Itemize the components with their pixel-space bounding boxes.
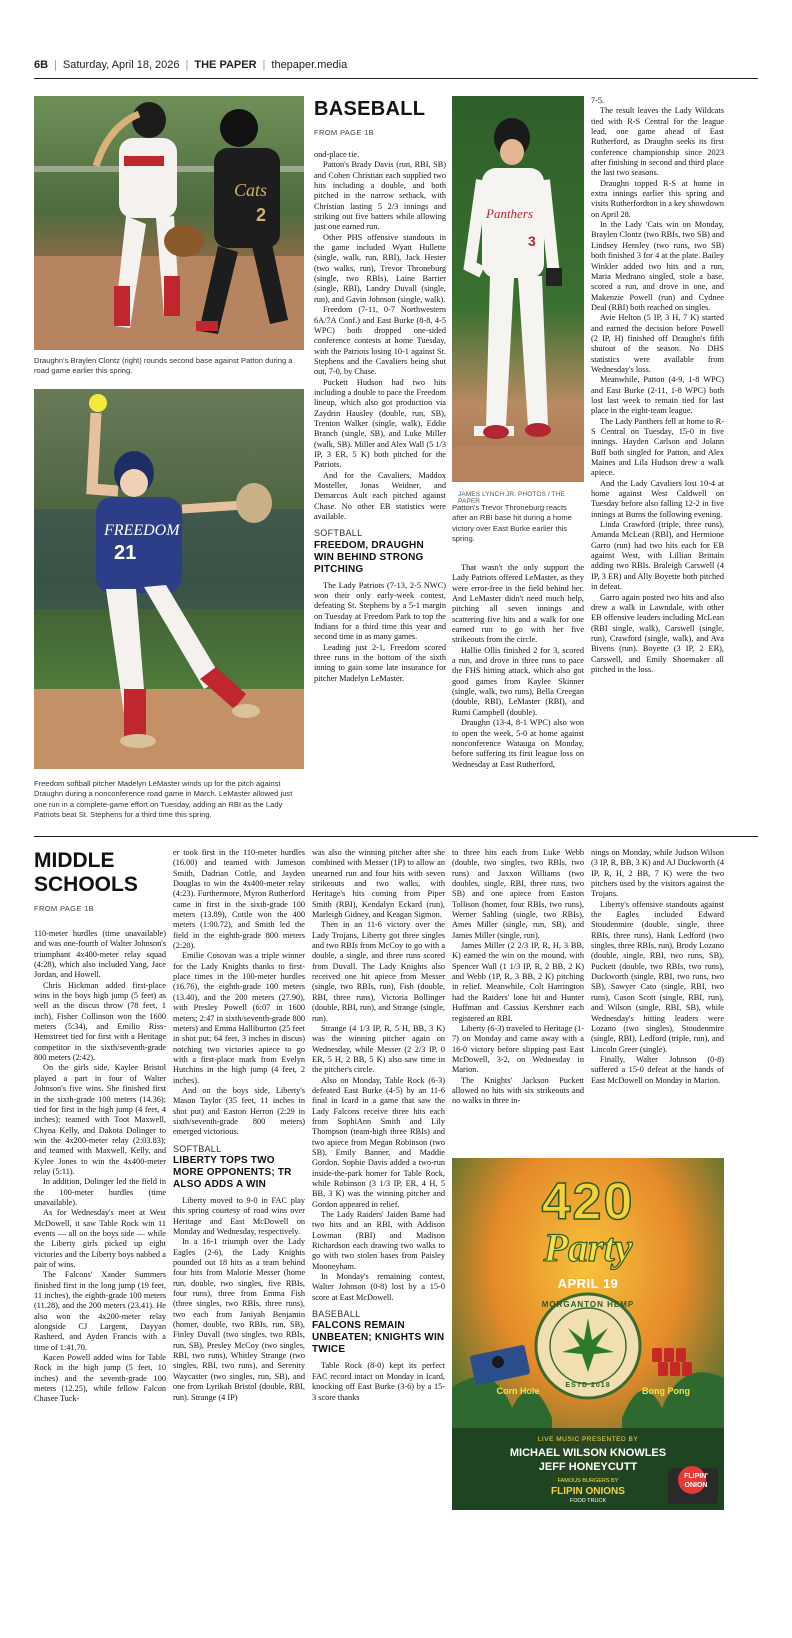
paragraph: The Falcons' Xander Summers finished first in the long jump (19 feet, 11 inches), the eighth-grade 100 meters (11.28), and the 200 meters (23.41). He also won the 4x200-meter relay alongside CJ Largent, Dayyan Rasheed, and Ayden Francis with a time of 1:41.70. bbox=[34, 1270, 166, 1352]
paragraph: That wasn't the only support the Lady Patriots offered LeMaster, as they were error-free in the field behind her. And LeMaster didn't need much help, pitching all seven innings and scattering five hits and a walk for one earned run to go with her five strikeouts from the circle. bbox=[452, 563, 584, 645]
softball-kicker: SOFTBALL bbox=[173, 1143, 222, 1154]
paragraph: Freedom (7-11, 0-7 Northwestern 6A/7A Conf.) and East Burke (8-8, 4-5 WPC) both dropped one-sided conference contests at home Tuesday, with the Patriots losing 10-1 against St. Stephens and the Cavaliers being shut out, 7-0, by Chase. bbox=[314, 305, 446, 377]
ad-truck-sub: FOOD TRUCK bbox=[569, 1498, 607, 1504]
ad-artist-1: MICHAEL WILSON KNOWLES bbox=[509, 1447, 667, 1459]
paragraph: Table Rock (8-0) kept its perfect FAC record intact on Monday in Icard, knocking off East Burke (3-6) by a 15-3 score thanks bbox=[312, 1361, 445, 1402]
ad-bong-pong: Bong Pong bbox=[642, 1386, 690, 1396]
paragraph: As for Wednesday's meet at West McDowell, it saw Table Rock win 11 events — all on the boys side — while the Liberty girls picked up eight victories and the Liberty boys nabbed a pair of wins. bbox=[34, 1208, 166, 1269]
jersey-freedom-number: 21 bbox=[114, 542, 137, 564]
paragraph: James Miller (2 2/3 IP, R, H, 3 BB, K) earned the win on the mound, with Spencer Wall (1 1/3 IP, R, 2 BB, 2 K) and Webb (1P, R, 3 BB, 2 K) pitching in relief. Meanwhile, Colt Harrington had the Raiders' lone hit and Hunter Huffman and Cassius Kershner each registered an RBI. bbox=[452, 941, 584, 1023]
paragraph: Liberty's offensive standouts against the Eagles included Edward Stoudenmire (double, single, three RBIs, three runs), Hank Ledford (two singles, three RBIs, run), Brody Lozano (double, single, RBI, two runs, SB), Puckett (double, two RBIs, two runs), Duckworth (single, RBI, two runs, two SB), Sawyer Cato (single, RBI, two runs), Cason Scott (single, RBI, run), and Wilson (single, RBI, SB), while Wednesday's hitting leaders were Lozano (two singles), Stoudenmire (single, RBI), Ledford (triple, run), and Lincoln Greer (single). bbox=[591, 899, 724, 1054]
website[interactable]: thepaper.media bbox=[271, 59, 348, 71]
paragraph: The result leaves the Lady Wildcats tied with R-S Central for the league lead, one game ahead of East Rutherford, as Draughn seeks its first conference championship since 2023 after finishing in second and third place the last two seasons. bbox=[591, 106, 724, 178]
paragraph: to three hits each from Luke Webb (double, two singles, two RBIs, two runs) and Jaxxon Williams (two doubles, single, RBI, three runs, two SB) and one apiece from Easton Tollison (homer, four RBIs, two runs), Werner Sahling (single, two RBIs), Ames Miller (single, run, SB), and James Miller (single, run). bbox=[452, 848, 584, 940]
baseball-subhead: FALCONS REMAIN UNBEATEN; KNIGHTS WIN TWICE bbox=[312, 1320, 445, 1356]
paragraph: The Lady Panthers fell at home to R-S Central on Tuesday, 15-0 in five innings. Hayden Carlson and Jolann Buff both singled for Patton, and Alex Maines and Lila Hudson drew a walk apiece. bbox=[591, 416, 724, 478]
ad-logo-line1: FLIPIN' bbox=[684, 1473, 708, 1480]
jersey-draughn-number: 2 bbox=[256, 205, 267, 225]
paragraph: ond-place tie. bbox=[314, 150, 360, 159]
photo-patton-caption: Patton's Trevor Throneburg reacts after an RBI base hit during a home victory over East Burke earlier this spring. bbox=[452, 503, 572, 544]
paragraph: Liberty moved to 9-0 in FAC play this spring courtesy of road wins over Heritage and East McDowell on Monday and Wednesday, respectively. bbox=[173, 1195, 305, 1236]
baseball-column-1 bbox=[314, 150, 446, 830]
paragraph: Then in an 11-6 victory over the Lady Trojans, Liberty got three singles and two RBIs from McCoy to go with a double, a single, and three runs scored from Duvall. The Lady Knights also received one hit apiece from Messer (single, two RBIs, run), Fish (double, RBI, three runs), Victoria Bollinger (double, RBI, run), and Strange (single, run). bbox=[312, 920, 445, 1023]
header-separator: | bbox=[54, 59, 57, 71]
paragraph: Leading just 2-1, Freedom scored three runs in the bottom of the sixth inning to gain some late insurance for pitcher Madelyn LeMaster. bbox=[314, 642, 446, 683]
page-number: 6B bbox=[34, 59, 49, 71]
paragraph: was also the winning pitcher after she combined with Messer (1P) to allow an unearned run and four hits with seven strikeouts and two walks, with Heritage's hits coming from Piper Smith (RBI), Kendalyn Eckard (run), Marleigh Gidney, and Keagan Sigmon. bbox=[312, 848, 445, 920]
ad-logo-line2: ONION bbox=[684, 1482, 708, 1489]
header-separator: | bbox=[185, 59, 189, 71]
paragraph: In a 16-1 triumph over the Lady Eagles (2-6), the Lady Knights pounded out 18 hits as a team behind four hits from Malorie Messer (home run, double, two singles, five RBIs, four runs), three from Emma Fish (three singles, two RBIs, three runs), two each from Janiyah Benjamin (homer, double, two RBIs, run, SB), Finley Duvall (two singles, two RBIs, run, SB), Presley McCoy (two singles, RBI, two runs), Whitley Strange (two singles, RBI, two runs), and Serenity Waycaster (two singles, run, SB), and one from Lyrikah Bristol (double, RBI, run). Strange (4 IP) bbox=[173, 1237, 305, 1402]
paragraph: Chris Hickman added first-place wins in the boys high jump (5 feet) as well as the discus throw (78 feet, 1 inch), Fisher Collinson won the 1600 meters (5:34), and Emilio Riss-Hemstreet tied for first with a Heritage competitor in the sixth/seventh-grade 800 meters (2:42). bbox=[34, 980, 166, 1063]
paragraph: Avie Helton (5 IP, 3 H, 7 K) started and earned the decision before Powell (2 IP, H) finished off Draughn's fifth shutout of the season. No DHS statistics were available from Wednesday's loss. bbox=[591, 313, 724, 374]
baseball-from-page: FROM PAGE 1B bbox=[314, 128, 375, 137]
paper-name: THE PAPER bbox=[194, 59, 257, 71]
paragraph: nings on Monday, while Judson Wilson (3 IP, R, BB, 3 K) and AJ Duckworth (4 IP, R, H, 2 BB, 7 K) were the two pitchers used by the visitors against the Trojans. bbox=[591, 848, 724, 899]
photo-patton-image bbox=[452, 96, 584, 482]
paragraph: Meanwhile, Patton (4-9, 1-8 WPC) and East Burke (2-11, 1-8 WPC) both lost last week to remain tied for last place in the eight-team league. bbox=[591, 375, 724, 416]
softball-kicker: SOFTBALL bbox=[314, 528, 363, 539]
paragraph: The Knights' Jackson Puckett allowed no hits with six strikeouts and no walks in three in- bbox=[452, 1075, 584, 1106]
paragraph: Strange (4 1/3 IP, R, 5 H, BB, 3 K) was the winning pitcher again on Wednesday, while Messer (2 2/3 IP, 0 ER, 5 H, 2 BB, 5 K) also saw time in the pitcher's circle. bbox=[312, 1023, 445, 1075]
middle-column-3 bbox=[312, 848, 445, 1520]
header-rule bbox=[34, 78, 758, 79]
photo-draughn-softball bbox=[34, 96, 304, 350]
advertisement-420-party[interactable] bbox=[452, 1158, 724, 1510]
ad-truck-name: FLIPIN ONIONS bbox=[551, 1486, 625, 1497]
ad-corn-hole: Corn Hole bbox=[496, 1386, 540, 1396]
paragraph: And for the Cavaliers, Maddox Mosteller, Jonas Weidner, and Demarcus Ault each pitched against Chase. No other EB statistics were available. bbox=[314, 470, 446, 522]
baseball-kicker: BASEBALL bbox=[312, 1309, 361, 1320]
middle-title-line1: MIDDLE bbox=[34, 849, 115, 872]
photo-freedom-caption: Freedom softball pitcher Madelyn LeMaster winds up for the pitch against Draughn during a nonconference road game in March. LeMaster allowed just one run in a complete-game effort on Tuesday, adding an RBI as the Lady Patriots beat St. Stephens for a third time this spring. bbox=[34, 779, 293, 820]
jersey-patton-number: 3 bbox=[528, 233, 536, 249]
baseball-column-3 bbox=[591, 96, 724, 834]
photo-credit: JAMES LYNCH JR. PHOTOS / THE PAPER bbox=[458, 491, 565, 505]
ad-party: Party bbox=[543, 1225, 633, 1270]
paragraph: In the Lady 'Cats win on Monday, Braylen Clontz (two RBIs, two SB) and Lindsey Hensley (two runs, two SB) both finished 3 for 4 at the plate. Bailey Winkler added two hits and a run, Maria Medrano singled, stole a base, scored a run, and drove in one, and Makenzie Powell (run) and Cydnee Deal (RBI) both reached on singles. bbox=[591, 220, 724, 312]
paragraph: Linda Crawford (triple, three runs), Amanda McLean (RBI), and Hermione Garro (run) had two hits each for EB against West, with Lillian Brittain adding two RBIs. Braleigh Carswell (4 IP, 3 ER) and Ally Boyette both pitched in defeat. bbox=[591, 520, 724, 592]
paragraph: The Lady Patriots (7-13, 2-5 NWC) won their only early-week contest, defeating St. Stephens by a 5-1 margin on Tuesday at Freedom Park to top the Indians for a third time this year and second time in as many games. bbox=[314, 580, 446, 642]
jersey-patton-text: Panthers bbox=[486, 206, 533, 221]
paragraph: Patton's Brady Davis (run, RBI, SB) and Cohen Christian each supplied two hits including a double, and both pitched in the narrow setback, with Christian lasting 5 2/3 innings and striking out five batters while allowing just one earned run. bbox=[314, 160, 446, 232]
section-rule bbox=[34, 836, 758, 837]
ad-420: 420 bbox=[541, 1173, 635, 1231]
photo-patton-player bbox=[452, 96, 584, 482]
page-header bbox=[34, 55, 758, 75]
paragraph: Puckett Hudson had two hits including a double to pace the Freedom lineup, which also got production via Zaydrin Hausley (double, run, SB), Trenton Walker (single, walk), Eddie Branch (single, SB), and Luke Miller (walk, SB). Miller and Alex Wall (5 1/3 IP, 3 ER, 5 K) both pitched for the Patriots. bbox=[314, 377, 446, 470]
paragraph: Emilie Cosovan was a triple winner for the Lady Knights thanks to first-place times in the 100-meter hurdles (16.76), the eighth-grade 100 meters (13.40), and the 200 meters (27.90), with Presley Powell (6:07 in 1600 meters; 2:47 in sixth/seventh-grade 800 meters) and Emma Halliburton (25 feet in shot put; 64 feet, 3 inches in discus) notching two victories apiece to go with a first-place mark from Evelyn Hutchins in the high jump (4 feet, 2 inches). bbox=[173, 951, 305, 1085]
ad-date: APRIL 19 bbox=[557, 1276, 619, 1291]
photo-draughn-caption: Draughn's Braylen Clontz (right) rounds second base against Patton during a road game earlier this spring. bbox=[34, 356, 293, 376]
middle-schools-title bbox=[34, 849, 138, 897]
paragraph: Finally, Walter Johnson (0-8) suffered a 15-0 defeat at the hands of East McDowell on Monday in Marion. bbox=[591, 1054, 724, 1085]
paragraph: In Monday's remaining contest, Walter Johnson (0-8) lost by a 15-0 score at East McDowell. bbox=[312, 1272, 445, 1302]
paragraph: The Lady Raiders' Jaiden Bame had two hits and an RBI, with Addison Lowman (RBI) and Madison Richardson each drawing two walks to go with two stolen bases from Paisley Mooneyham. bbox=[312, 1210, 445, 1271]
ad-burgers: FAMOUS BURGERS BY bbox=[557, 1478, 619, 1484]
baseball-column-2 bbox=[452, 563, 584, 833]
paragraph: 110-meter hurdles (time unavailable) and was one-fourth of Walter Johnson's triumphant 4x400-meter relay squad (4:28), which also included Yang, Jace Jordan, and Howell. bbox=[34, 929, 166, 980]
ad-ring-top: MORGANTON HEMP bbox=[541, 1300, 635, 1309]
middle-column-2 bbox=[173, 848, 305, 1520]
paragraph: And the Lady Cavaliers lost 10-4 at home against West Caldwell on Tuesday before also falling 12-2 in five innings at Burns the following evening. bbox=[591, 478, 724, 519]
paragraph: Liberty (6-3) traveled to Heritage (1-7) on Monday and came away with a 16-0 victory before slipping past East McDowell, 3-2, on Wednesday in Marion. bbox=[452, 1023, 584, 1075]
ad-live-music: LIVE MUSIC PRESENTED BY bbox=[537, 1436, 639, 1443]
jersey-draughn-text: Cats bbox=[234, 180, 268, 200]
paragraph: Also on Monday, Table Rock (6-3) defeated East Burke (4-5) by an 11-6 final in Icard in a game that saw the Lady Falcons receive three hits each from SophiAnn Smith and Lily Thompson (team-high three RBIs) and two apiece from Megan Robinson (two SB), Emily Banner, and Maddie Gordon. Sophie Davis added a two-run inside-the-park homer for Table Rock, while Robinson (3 1/3 IP, ER, 4 H, 5 BB, 3 K) was the winning pitcher and Gordon appeared in relief. bbox=[312, 1075, 445, 1209]
paragraph: er took first in the 110-meter hurdles (16.00) and teamed with Jameson Smith, Dadrian Cottle, and Jayden Douglas to win the 4x400-meter relay (4:23). Furthermore, Myron Rutherford came in first in the sixth-grade 100 meters (13.89), Cottle won the 400 meters (1:00.72), and Smith led the field in the eighth-grade 800 meters (2:20). bbox=[173, 848, 305, 951]
softball-subhead: LIBERTY TOPS TWO MORE OPPONENTS; TR ALSO ADDS A WIN bbox=[173, 1154, 292, 1190]
middle-column-5 bbox=[591, 848, 724, 1148]
issue-date: Saturday, April 18, 2026 bbox=[62, 59, 180, 71]
photo-freedom-image bbox=[34, 389, 304, 769]
photo-draughn-image bbox=[34, 96, 304, 350]
paragraph: Kacen Powell added wins for Table Rock in the high jump (5 feet, 10 inches) and the seventh-grade 100 meters (12.25), while fellow Falcon Chasee Tuck- bbox=[34, 1353, 166, 1404]
paragraph: Draughn (13-4, 8-1 WPC) also won to open the week, 5-0 at home against nonconference Watauga on Monday, before suffering its first league loss on Wednesday at East Rutherford, bbox=[452, 718, 584, 769]
photo-freedom-pitcher bbox=[34, 389, 304, 769]
paragraph: And on the boys side, Liberty's Mason Taylor (35 feet, 11 inches in shot put) and Easton Herron (2:29 in sixth/seventh-grade 800 meters) emerged victorious. bbox=[173, 1085, 305, 1137]
paragraph: Hallie Ollis finished 2 for 3, scored a run, and drove in three runs to pace the FHS hitting attack, which also got good games from Kaylee Skinner (single, walk, two runs), Bella Creegan (double, RBI), LeMaster (RBI), and Rumi Campbell (double). bbox=[452, 645, 584, 717]
softball-subhead: FREEDOM, DRAUGHN WIN BEHIND STRONG PITCHING bbox=[314, 539, 424, 575]
paragraph: Other PHS offensive standouts in the game included Wyatt Hullette (single, walk, run, RBI), Jack Hester (two walks, run), Trevor Throneburg (single, two RBIs), Laine Barrier (single, RBI), Landry Duvall (single, run), and Gavin Johnson (single, walk). bbox=[314, 232, 446, 304]
paragraph: In addition, Dolinger led the field in the 100-meter hurdles (time unavailable). bbox=[34, 1177, 166, 1207]
ad-artist-2: JEFF HONEYCUTT bbox=[538, 1461, 638, 1473]
middle-column-4 bbox=[452, 848, 584, 1148]
header-separator: | bbox=[262, 59, 266, 71]
middle-title-line2: SCHOOLS bbox=[34, 873, 138, 896]
middle-from-page: FROM PAGE 1B bbox=[34, 904, 95, 913]
jersey-freedom-text: FREEDOM bbox=[104, 522, 180, 539]
middle-column-1 bbox=[34, 929, 166, 1519]
baseball-title: BASEBALL bbox=[314, 98, 426, 120]
ad-ring-bottom: ESTD 2018 bbox=[565, 1382, 611, 1389]
paragraph: Draughn topped R-S at home in extra innings earlier this spring and visits Rutherfordton in a key showdown on April 28. bbox=[591, 178, 724, 219]
paragraph: 7-5. bbox=[591, 96, 605, 105]
paragraph: On the girls side, Kaylee Bristol played a part in four of Walter Johnson's five wins. She finished first in the sixth-grade 100 meters (14.36); tied for first in the high jump (4 feet, 4 inches); teamed with Toot Maxwell, Chyna Kelly, and Dakota Dolinger to win the 4x200-meter relay (2:03.83); and teamed with Maxwell, Kelly, and Kylee Jones to win the 4x400-meter relay (5:11). bbox=[34, 1063, 166, 1176]
paragraph: Garro again posted two hits and also drew a walk in Lawndale, with other EB offensive leaders including McLean (RBI single, walk), Carswell (single, run), Crawford (single, walk), and Ava Bivens (run). Boyette (3 IP, 2 ER), Carswell, and Emily Shoemaker all pitched in the loss. bbox=[591, 592, 724, 674]
